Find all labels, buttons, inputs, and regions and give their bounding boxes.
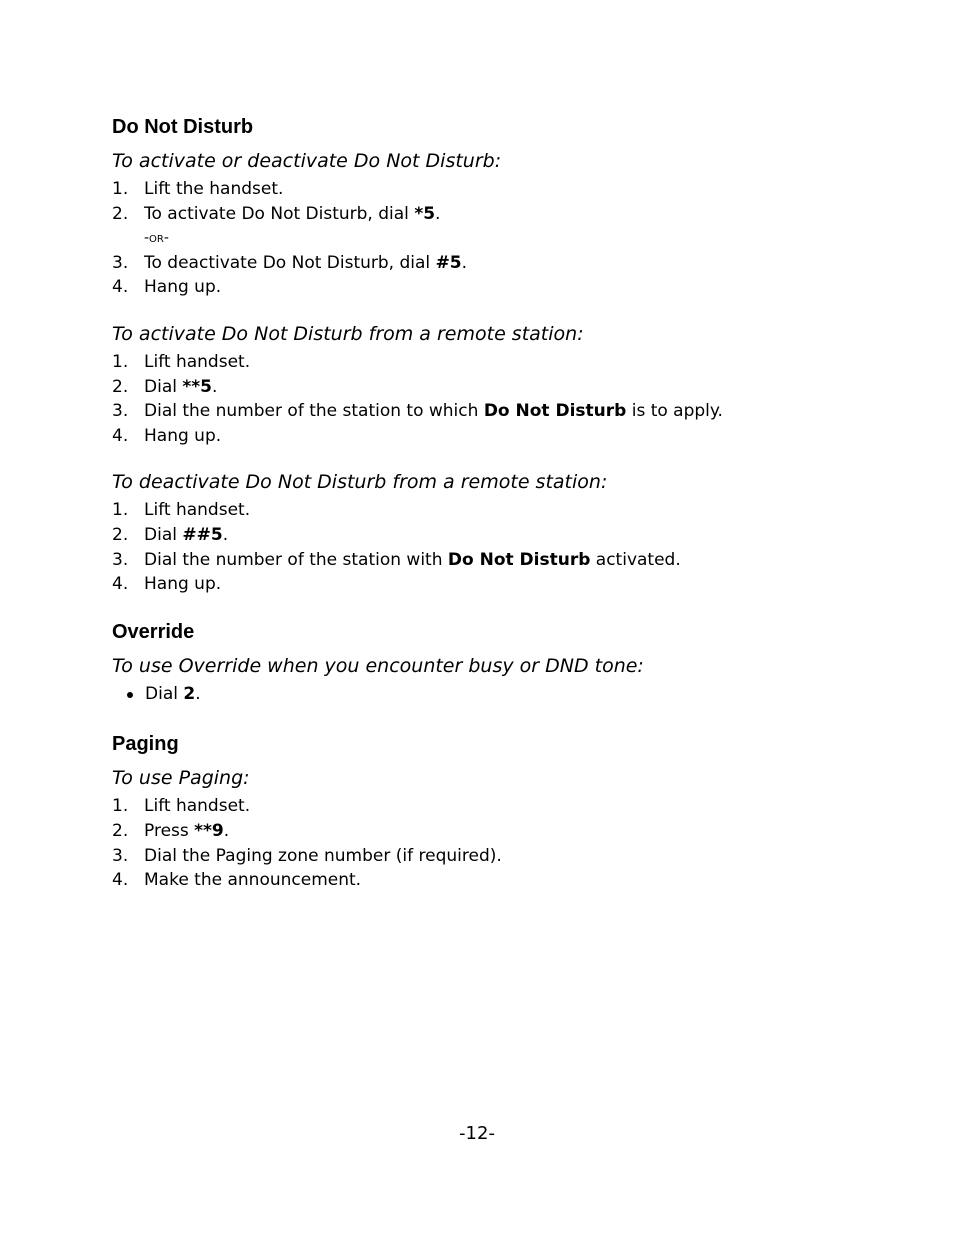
bullet-dot-icon	[127, 692, 133, 698]
step-number: 4.	[112, 574, 129, 595]
procedure-intro-dnd-remote-deactivate: To deactivate Do Not Disturb from a remote station:	[112, 471, 608, 494]
step-end: .	[435, 203, 441, 224]
step-item	[112, 399, 832, 424]
procedure-intro-override: To use Override when you encounter busy or DND tone:	[112, 654, 644, 677]
step-item	[112, 177, 832, 202]
page-content	[112, 113, 832, 914]
steps-dnd-remote-deactivate	[112, 498, 832, 596]
dial-code: **9	[194, 820, 224, 841]
step-item	[112, 202, 832, 227]
step-text: Dial the Paging zone number (if required).	[144, 845, 502, 866]
step-text: To activate Do Not Disturb, dial	[144, 203, 415, 224]
bullet-item	[112, 682, 832, 707]
step-number: 1.	[112, 351, 129, 372]
step-item	[112, 844, 832, 869]
step-item	[112, 523, 832, 548]
dial-code: #5	[435, 252, 462, 273]
steps-dnd-local	[112, 177, 832, 300]
step-number: 2.	[112, 203, 129, 224]
step-number: 2.	[112, 376, 129, 397]
step-item	[112, 819, 832, 844]
step-text: Make the announcement.	[144, 870, 362, 891]
steps-dnd-remote-activate	[112, 350, 832, 448]
step-text: Hang up.	[144, 425, 222, 446]
step-text: Lift handset.	[144, 500, 251, 521]
step-number: 2.	[112, 820, 129, 841]
step-number: 4.	[112, 277, 129, 298]
step-end: is to apply.	[626, 401, 723, 422]
steps-paging	[112, 794, 832, 892]
or-separator: -or-	[144, 230, 169, 247]
bullets-override	[112, 682, 832, 707]
step-item	[112, 572, 832, 597]
step-end: .	[211, 376, 218, 397]
feature-name: Do Not Disturb	[447, 549, 591, 570]
step-text: Hang up.	[144, 277, 222, 298]
step-text: Lift handset.	[144, 351, 251, 372]
step-text: To deactivate Do Not Disturb, dial	[144, 252, 436, 273]
step-item	[112, 424, 832, 449]
procedure-intro-dnd-local: To activate or deactivate Do Not Disturb:	[112, 150, 502, 172]
step-end: activated.	[590, 549, 681, 570]
step-number: 4.	[112, 425, 129, 446]
step-text: Hang up.	[144, 574, 222, 595]
procedure-intro-dnd-remote-activate: To activate Do Not Disturb from a remote station:	[112, 322, 584, 345]
dial-code: *5	[414, 203, 436, 224]
procedure-intro-paging: To use Paging:	[112, 767, 250, 790]
section-heading-paging: Paging	[112, 733, 179, 756]
step-item	[112, 275, 832, 300]
step-item	[112, 498, 832, 523]
step-text: Lift the handset.	[144, 179, 284, 199]
dial-code: **5	[182, 376, 212, 397]
step-end: .	[222, 524, 229, 545]
step-text: Dial the number of the station with	[144, 549, 448, 570]
step-number: 1.	[112, 500, 129, 521]
page-number: -12-	[459, 1123, 495, 1144]
step-number: 1.	[112, 796, 129, 817]
step-item	[112, 548, 832, 573]
bullet-end: .	[195, 683, 201, 704]
step-number: 3.	[112, 845, 129, 866]
step-item	[112, 868, 832, 893]
step-item	[112, 794, 832, 819]
step-text: Press	[144, 820, 195, 841]
step-number: 3.	[112, 252, 129, 273]
step-number: 3.	[112, 401, 129, 422]
feature-name: Do Not Disturb	[483, 401, 627, 422]
step-number: 3.	[112, 549, 129, 570]
step-item	[112, 375, 832, 400]
step-item	[112, 251, 832, 276]
step-text: Lift handset.	[144, 796, 251, 817]
step-number: 1.	[112, 179, 129, 199]
section-heading-override: Override	[112, 620, 195, 643]
step-item	[112, 350, 832, 375]
section-heading-do-not-disturb: Do Not Disturb	[112, 116, 254, 138]
dial-code: 2	[183, 683, 196, 704]
step-number: 2.	[112, 524, 129, 545]
step-end: .	[461, 252, 468, 273]
bullet-text: Dial	[145, 683, 184, 704]
step-text: Dial the number of the station to which	[144, 401, 484, 422]
dial-code: ##5	[182, 524, 223, 545]
step-text: Dial	[144, 376, 183, 397]
step-number: 4.	[112, 870, 129, 891]
step-text: Dial	[144, 524, 183, 545]
step-end: .	[223, 820, 230, 841]
